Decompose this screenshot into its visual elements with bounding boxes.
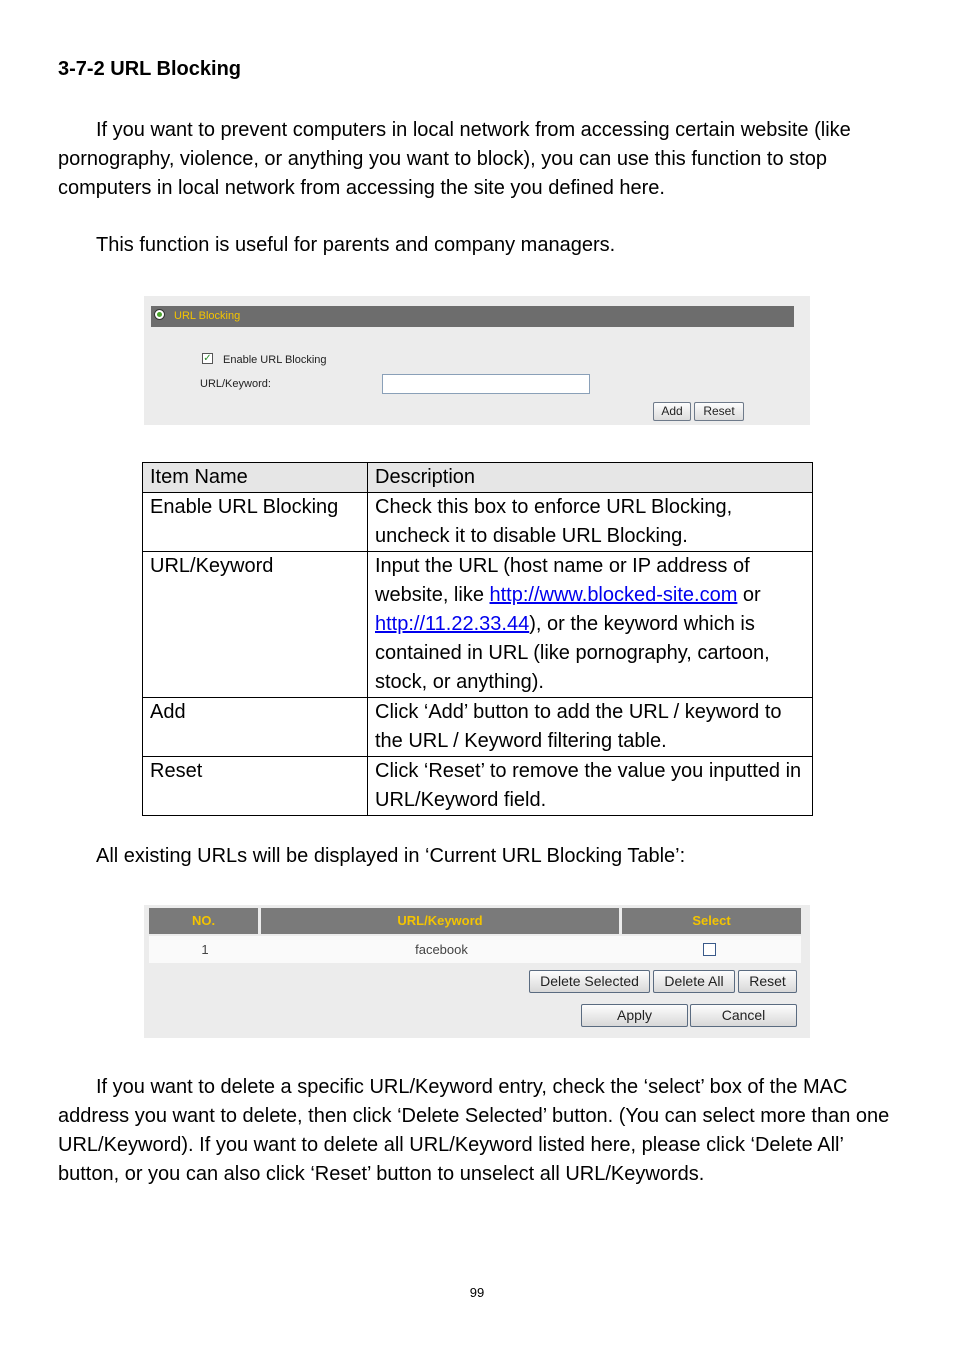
current-url-blocking-table-panel bbox=[144, 905, 810, 1038]
delete-instructions-paragraph: If you want to delete a specific URL/Keyword entry, check the ‘select’ box of the MAC address you want to delete, then click ‘Delete Selected’ button. (You can select more than one URL/Keyword). If you want to delete all URL/Keyword listed here, please click ‘Delete All’ button, or you can also click ‘Reset’ button to unselect all URL/Keywords. bbox=[58, 1076, 890, 1185]
header-description: Description bbox=[368, 463, 813, 493]
apply-button[interactable]: Apply bbox=[581, 1004, 688, 1027]
table-intro-paragraph: All existing URLs will be displayed in ‘Current URL Blocking Table’: bbox=[96, 845, 686, 867]
delete-selected-button[interactable]: Delete Selected bbox=[529, 970, 650, 993]
row-description: Click ‘Add’ button to add the URL / keyword to the URL / Keyword filtering table. bbox=[368, 698, 813, 757]
reset-button[interactable]: Reset bbox=[738, 970, 797, 993]
row-number: 1 bbox=[201, 942, 209, 957]
cancel-button[interactable]: Cancel bbox=[690, 1004, 797, 1027]
row-item-name: Enable URL Blocking bbox=[143, 493, 368, 552]
item-description-table bbox=[142, 462, 813, 816]
select-checkbox[interactable] bbox=[703, 943, 716, 956]
panel-title-bar bbox=[151, 306, 794, 327]
desc-text: or bbox=[737, 584, 761, 606]
row-description bbox=[368, 552, 813, 698]
table-row bbox=[143, 552, 813, 698]
table-header-row bbox=[143, 463, 813, 493]
table-row bbox=[143, 698, 813, 757]
radio-icon bbox=[154, 309, 165, 320]
row-description: Click ‘Reset’ to remove the value you inputted in URL/Keyword field. bbox=[368, 757, 813, 816]
table-row bbox=[143, 493, 813, 552]
desc-text: Input the URL (host name or IP address of website, like bbox=[375, 555, 750, 606]
section-heading: 3-7-2 URL Blocking bbox=[58, 58, 241, 80]
add-button[interactable]: Add bbox=[653, 402, 691, 421]
desc-text: ), or the keyword which is contained in URL (like pornography, cartoon, stock, or anything). bbox=[375, 613, 770, 693]
example-url-link[interactable]: http://www.blocked-site.com bbox=[489, 584, 738, 606]
url-keyword-label: URL/Keyword: bbox=[200, 378, 271, 390]
page-number: 99 bbox=[469, 1285, 485, 1300]
intro-paragraph: If you want to prevent computers in local network from accessing certain website (like pornography, violence, or anything you want to block), you can use this function to stop computers in local network from accessing the site you defined here. bbox=[58, 119, 851, 199]
url-keyword-input[interactable] bbox=[382, 374, 590, 394]
delete-all-button[interactable]: Delete All bbox=[653, 970, 735, 993]
panel-title: URL Blocking bbox=[174, 310, 241, 322]
row-keyword: facebook bbox=[415, 942, 468, 957]
url-blocking-settings-panel bbox=[144, 296, 810, 425]
column-header-url-keyword: URL/Keyword bbox=[261, 908, 619, 934]
enable-url-blocking-label: Enable URL Blocking bbox=[223, 354, 327, 366]
row-item-name: Reset bbox=[143, 757, 368, 816]
reset-button[interactable]: Reset bbox=[694, 402, 744, 421]
column-header-no: NO. bbox=[149, 908, 258, 934]
table-row bbox=[143, 757, 813, 816]
table-row bbox=[149, 936, 801, 963]
row-item-name: Add bbox=[143, 698, 368, 757]
header-item-name: Item Name bbox=[143, 463, 368, 493]
useful-paragraph: This function is useful for parents and company managers. bbox=[96, 234, 616, 256]
row-item-name: URL/Keyword bbox=[143, 552, 368, 698]
row-description: Check this box to enforce URL Blocking, uncheck it to disable URL Blocking. bbox=[368, 493, 813, 552]
column-header-select: Select bbox=[622, 908, 801, 934]
example-ip-link[interactable]: http://11.22.33.44 bbox=[375, 613, 530, 635]
enable-url-blocking-checkbox[interactable]: ✓ bbox=[203, 353, 212, 364]
